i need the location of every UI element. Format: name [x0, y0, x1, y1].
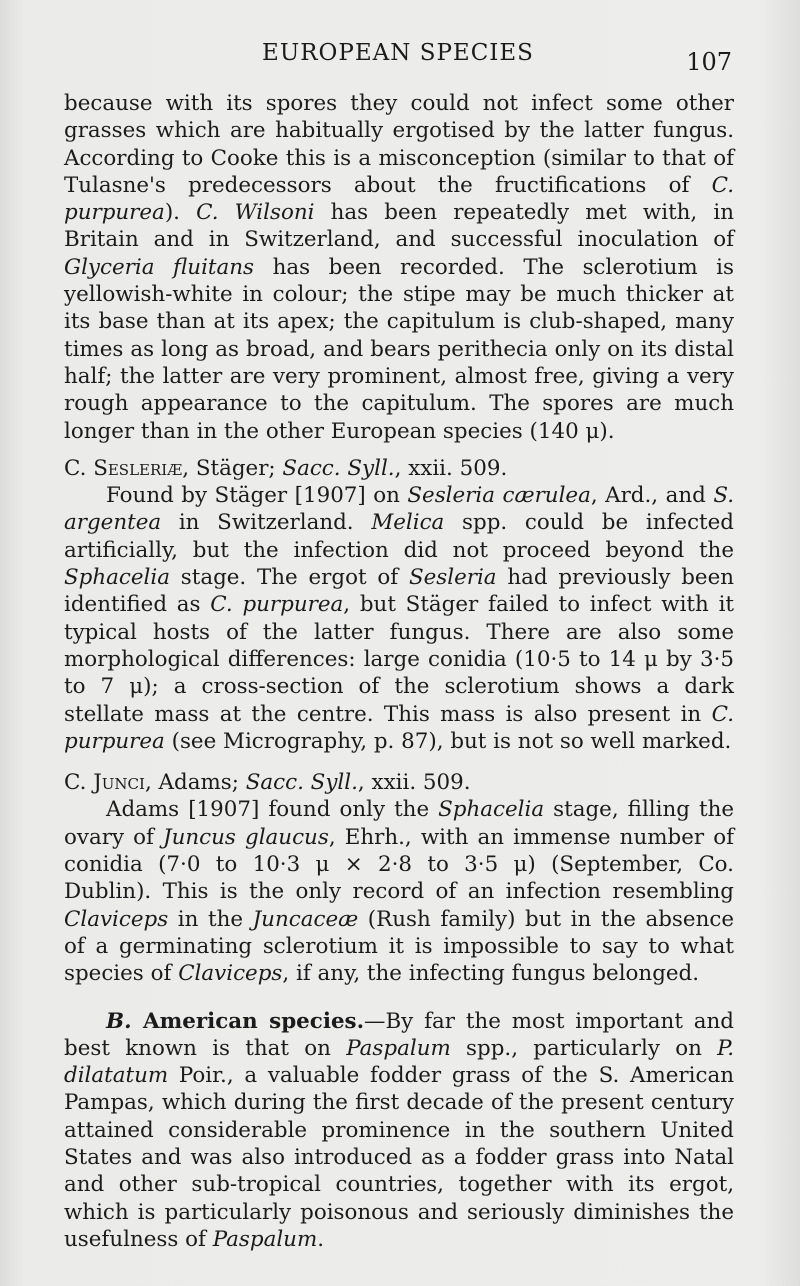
- species-heading-junci: C. Junci, Adams; Sacc. Syll., xxii. 509.: [64, 770, 471, 796]
- body-text: [64, 90, 734, 1253]
- page-number: 107: [686, 48, 732, 76]
- section-label: B.: [106, 1008, 132, 1034]
- species-heading-sesleriae: C. Sesleriæ, Stäger; Sacc. Syll., xxii. 509.: [64, 455, 508, 481]
- paragraph-american-species: B. American species.—By far the most important and best known is that on Paspalum spp., particularly on P. dilatatum Poir., a valuable fodder grass of the S. American Pampas, which during the first decade of the present century attained considerable prominence in the southern United States and was also introduced as a fodder grass into Natal and other sub-tropical countries, together with its ergot, which is particularly poisonous and seriously diminishes the usefulness of Paspalum.: [64, 1008, 734, 1252]
- running-head: EUROPEAN SPECIES: [262, 40, 534, 66]
- paragraph-junci: Adams [1907] found only the Sphacelia stage, filling the ovary of Juncus glaucus, Ehrh., with an immense number of conidia (7·0 to 10·3 μ × 2·8 to 3·5 μ) (September, Co. Dublin). This is the only record of an infection resembling Claviceps in the Juncaceæ (Rush family) but in the absence of a germinating sclerotium it is impossible to say to what species of Claviceps, if any, the infecting fungus belonged.: [64, 797, 735, 987]
- page-header: [64, 40, 732, 76]
- paragraph-wilsoni-continued: because with its spores they could not infect some other grasses which are habitually ergotised by the latter fungus. According to Cooke this is a misconception (similar to that of Tulasne's predecessors about the fructifications of C. purpurea). C. Wilsoni has been repeatedly met with, in Britain and in Switzerland, and successful inoculation of Glyceria fluitans has been recorded. The sclerotium is yellowish-white in colour; the stipe may be much thicker at its base than at its apex; the capitulum is club-shaped, many times as long as broad, and bears perithecia only on its distal half; the latter are very prominent, almost free, giving a very rough appearance to the capitulum. The spores are much longer than in the other European species (140 μ).: [64, 91, 735, 444]
- section-heading: American species.: [131, 1008, 365, 1034]
- paragraph-sesleriae: Found by Stäger [1907] on Sesleria cærulea, Ard., and S. argentea in Switzerland. Melica spp. could be infected artificially, but the infection did not proceed beyond the Sphacelia stage. The ergot of Sesleria had previously been identified as C. purpurea, but Stäger failed to infect with it typical hosts of the latter fungus. There are also some morphological differences: large conidia (10·5 to 14 μ by 3·5 to 7 μ); a cross-section of the sclerotium shows a dark stellate mass at the centre. This mass is also present in C. purpurea (see Micrography, p. 87), but is not so well marked.: [64, 483, 735, 754]
